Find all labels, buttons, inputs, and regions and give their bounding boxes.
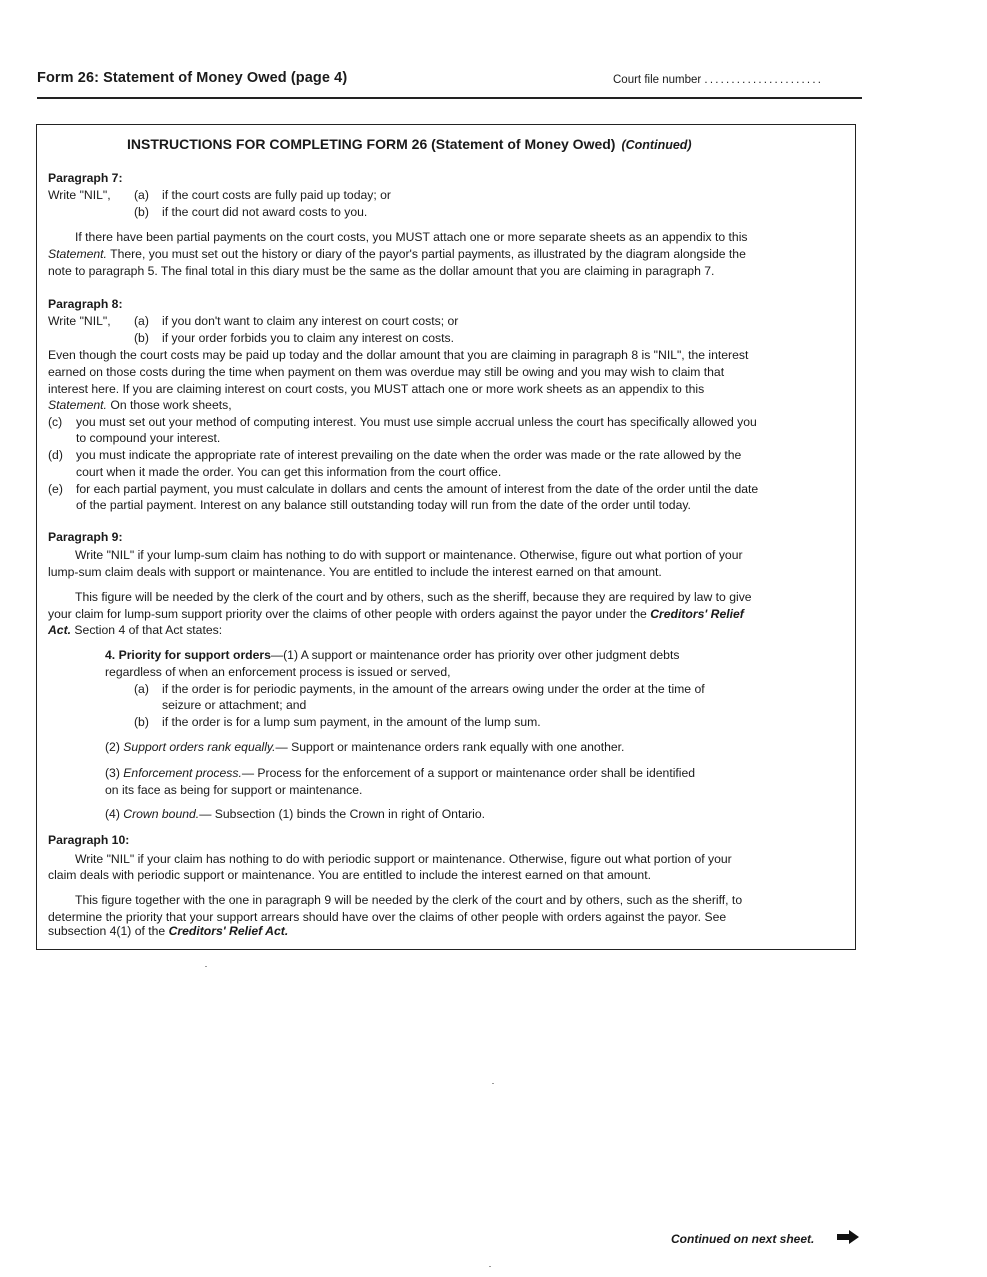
p8-e-text: for each partial payment, you must calculate in dollars and cents the amount of interest from the date of the order until the date — [76, 482, 759, 496]
s4-subsection-3: (3) Enforcement process.— Process for the enforcement of a support or maintenance order shall be identified — [105, 766, 696, 780]
p10-body-line: subsection 4(1) of the Creditors' Relief Act. — [48, 924, 289, 938]
continued-note: Continued on next sheet. — [671, 1232, 815, 1246]
act-name: Creditors' Relief Act. — [168, 924, 289, 938]
p7-heading: Paragraph 7: — [48, 171, 123, 185]
court-file-label: Court file number — [613, 74, 702, 86]
p8-body-line: Statement. On those work sheets, — [48, 398, 232, 412]
s4-line: 4. Priority for support orders—(1) A support or maintenance order has priority over other judgment debts — [105, 648, 680, 662]
p7-body-line: If there have been partial payments on the court costs, you MUST attach one or more separate sheets as an appendix to this — [75, 230, 748, 244]
p7-body-line: Statement. There, you must set out the history or diary of the payor's partial payments, as illustrated by the diagram alongside the — [48, 247, 746, 261]
p8-b-label: (b) — [134, 331, 149, 345]
header-rule — [37, 97, 862, 99]
p8-a-text: if you don't want to claim any interest on court costs; or — [162, 314, 459, 328]
instructions-title: INSTRUCTIONS FOR COMPLETING FORM 26 (Statement of Money Owed) (Continued) — [127, 136, 692, 152]
s4-a-text: if the order is for periodic payments, in the amount of the arrears owing under the order at the time of — [162, 682, 705, 696]
arrow-right-icon — [836, 1229, 860, 1245]
p8-write-nil: Write "NIL", — [48, 314, 111, 328]
court-file-number — [613, 74, 823, 86]
p8-c-label: (c) — [48, 415, 63, 429]
p7-b-text: if the court did not award costs to you. — [162, 205, 368, 219]
p8-heading: Paragraph 8: — [48, 297, 123, 311]
p8-a-label: (a) — [134, 314, 149, 328]
page-header — [37, 70, 862, 92]
s4-subsection-4: (4) Crown bound.— Subsection (1) binds the Crown in right of Ontario. — [105, 807, 486, 821]
p10-body-line: This figure together with the one in paragraph 9 will be needed by the clerk of the court and by others, such as the sheriff, to — [75, 893, 743, 907]
s4-b-text: if the order is for a lump sum payment, in the amount of the lump sum. — [162, 715, 541, 729]
p7-a-label: (a) — [134, 188, 149, 202]
p8-e-label: (e) — [48, 482, 63, 496]
p8-body-line: interest here. If you are claiming interest on court costs, you MUST attach one or more work sheets as an appendix to this — [48, 382, 705, 396]
court-file-blank: ...................... — [704, 74, 824, 86]
form-title: Form 26: Statement of Money Owed (page 4) — [37, 70, 348, 86]
act-name: Act. — [48, 623, 72, 637]
p10-body-line: Write "NIL" if your claim has nothing to do with periodic support or maintenance. Otherwise, figure out what portion of your — [75, 852, 732, 866]
p8-d-text: court when it made the order. You can get this information from the court office. — [76, 465, 502, 479]
p8-e-text: of the partial payment. Interest on any balance still outstanding today will run from the date of the order until today. — [76, 498, 691, 512]
scan-speck — [205, 966, 207, 967]
p10-heading: Paragraph 10: — [48, 833, 130, 847]
scan-speck — [489, 1266, 491, 1267]
p9-heading: Paragraph 9: — [48, 530, 123, 544]
p8-c-text: to compound your interest. — [76, 431, 221, 445]
s4-a-label: (a) — [134, 682, 149, 696]
p9-body-line: This figure will be needed by the clerk of the court and by others, such as the sheriff, because they are required by law to give — [75, 590, 752, 604]
p9-body-line: your claim for lump-sum support priority over the claims of other people with orders against the payor under the Creditors' Relief — [48, 607, 744, 621]
p7-body-line: note to paragraph 5. The final total in this diary must be the same as the dollar amount that you are claiming in paragraph 7. — [48, 264, 715, 278]
p8-body-line: earned on those costs during the time when payment on them was overdue may still be owing and you may wish to claim that — [48, 365, 725, 379]
p7-b-label: (b) — [134, 205, 149, 219]
p9-body-line: Write "NIL" if your lump-sum claim has nothing to do with support or maintenance. Otherwise, figure out what portion of your — [75, 548, 743, 562]
instructions-box — [36, 124, 856, 950]
s4-subsection-2: (2) Support orders rank equally.— Support or maintenance orders rank equally with one another. — [105, 740, 625, 754]
title-continued: (Continued) — [621, 138, 692, 152]
p10-body-line: claim deals with periodic support or maintenance. You are entitled to include the interest earned on that amount. — [48, 868, 651, 882]
p9-body-line: lump-sum claim deals with support or maintenance. You are entitled to include the interest earned on that amount. — [48, 565, 662, 579]
p8-d-label: (d) — [48, 448, 63, 462]
s4-b-label: (b) — [134, 715, 149, 729]
act-name: Creditors' Relief — [650, 607, 744, 621]
s4-subsection-3: on its face as being for support or maintenance. — [105, 783, 363, 797]
s4-a-text: seizure or attachment; and — [162, 698, 307, 712]
p7-write-nil: Write "NIL", — [48, 188, 111, 202]
p8-body-line: Even though the court costs may be paid up today and the dollar amount that you are claiming in paragraph 8 is "NIL", the interest — [48, 348, 749, 362]
s4-line: regardless of when an enforcement process is issued or served, — [105, 665, 451, 679]
p8-b-text: if your order forbids you to claim any interest on costs. — [162, 331, 454, 345]
p10-body-line: determine the priority that your support arrears should have over the claims of other people with orders against the payor. See — [48, 910, 727, 924]
scan-speck — [492, 1083, 494, 1084]
p8-c-text: you must set out your method of computing interest. You must use simple accrual unless the court has specifically allowed you — [76, 415, 757, 429]
p8-d-text: you must indicate the appropriate rate of interest prevailing on the date when the order was made or the rate allowed by the — [76, 448, 742, 462]
p9-body-line: Act. Section 4 of that Act states: — [48, 623, 223, 637]
p7-a-text: if the court costs are fully paid up today; or — [162, 188, 391, 202]
